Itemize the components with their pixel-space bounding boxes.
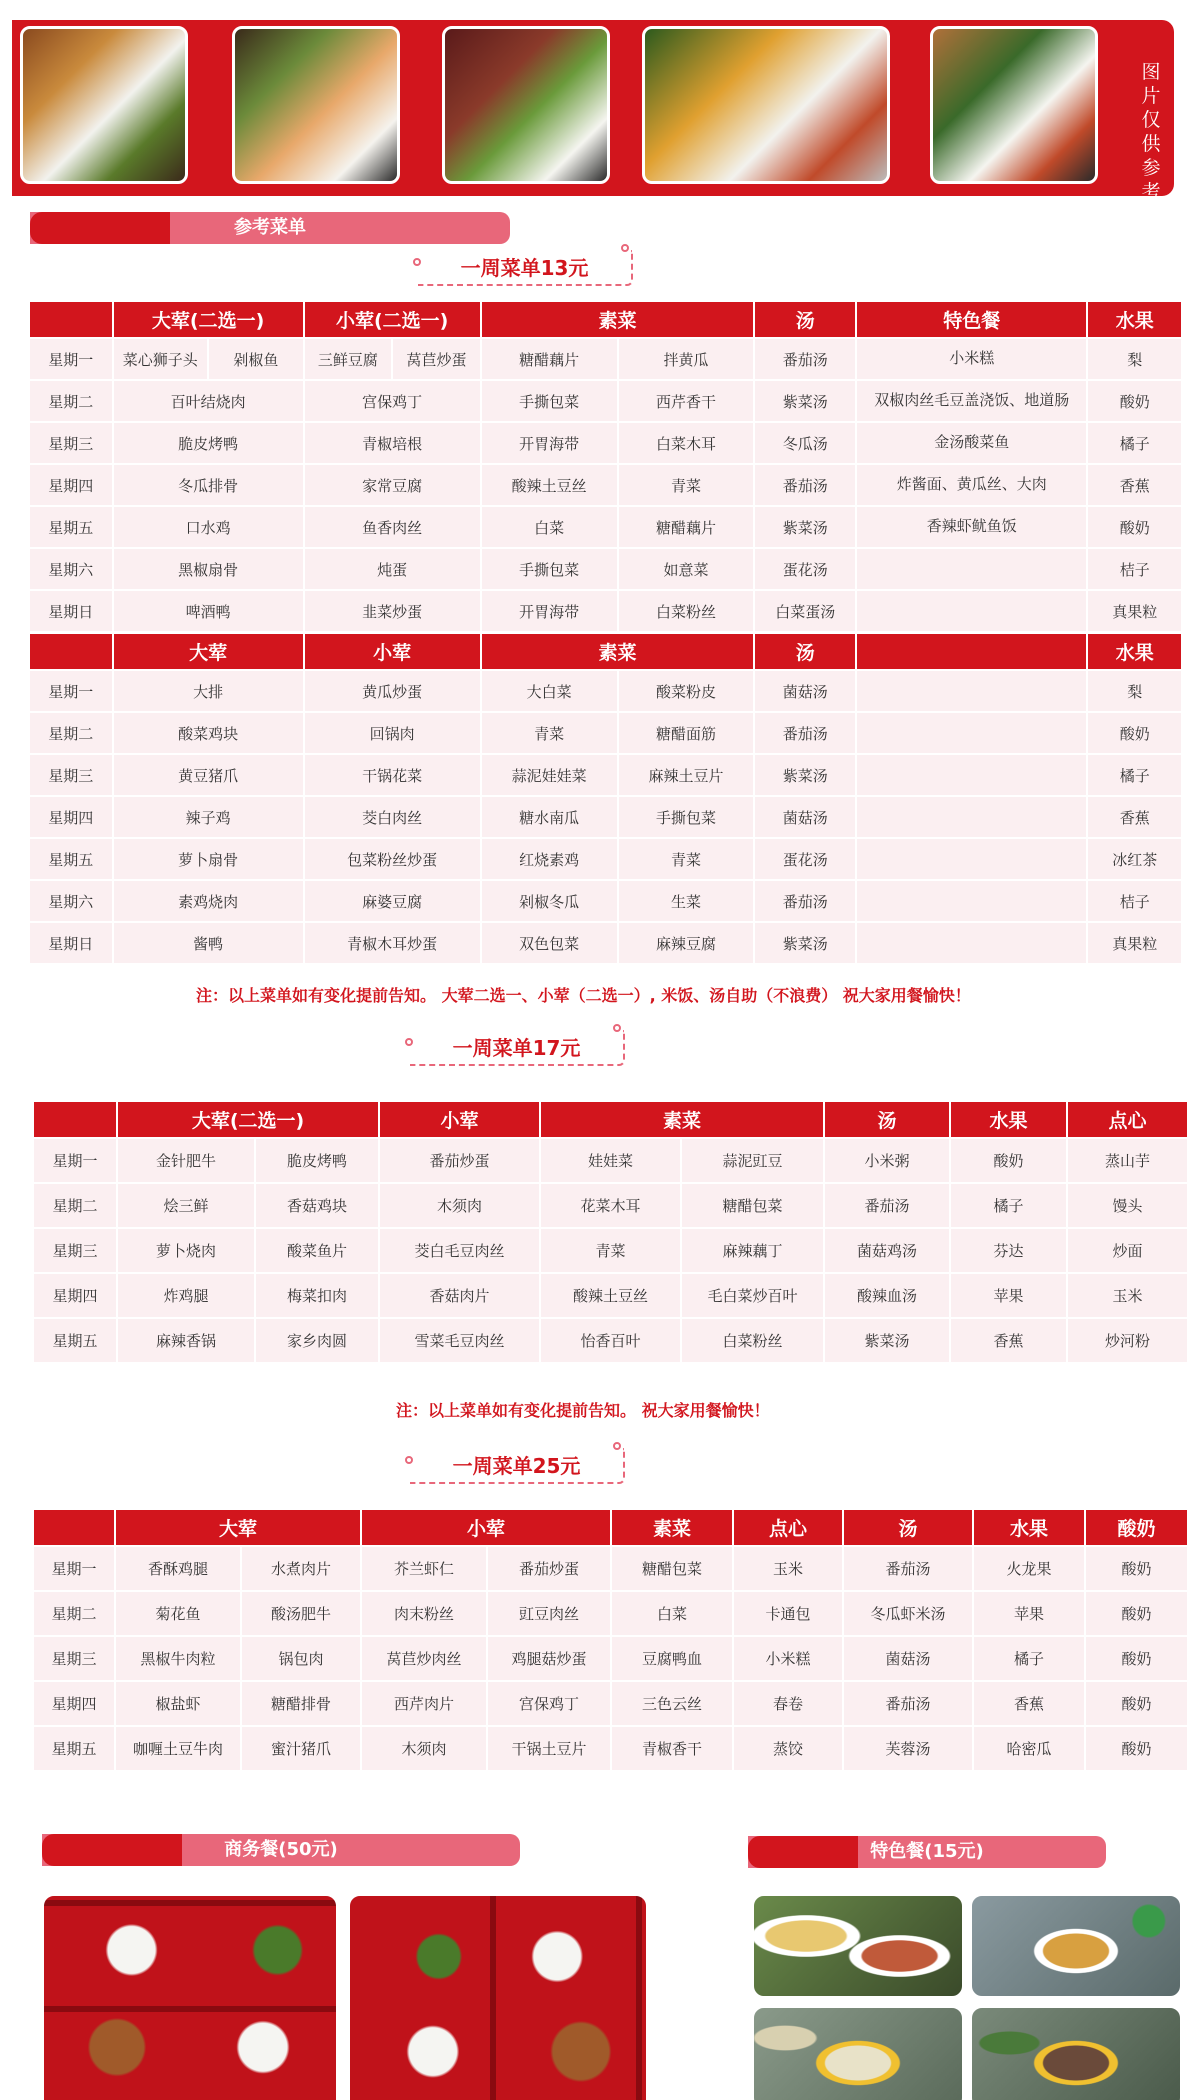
day-cell: 星期四 [29, 796, 113, 838]
business-meal-bar [42, 1834, 520, 1866]
table-row [29, 712, 1182, 754]
small-meat-cell: 茭白肉丝 [304, 796, 481, 838]
small-meat-cell: 西芹肉片 [361, 1681, 487, 1726]
menu17-badge [410, 1030, 625, 1066]
snack-cell: 春卷 [733, 1681, 843, 1726]
vegetable-cell: 酸菜粉皮 [618, 670, 755, 712]
soup-cell: 菌菇汤 [754, 796, 856, 838]
small-meat-cell: 干锅花菜 [304, 754, 481, 796]
menu13-lunch-header [29, 301, 1182, 338]
big-meat-cell: 黑椒牛肉粒 [115, 1636, 241, 1681]
soup-cell: 紫菜汤 [754, 506, 856, 548]
fruit-cell: 酸奶 [950, 1138, 1067, 1183]
menu13-badge [418, 250, 633, 286]
day-cell: 星期五 [29, 506, 113, 548]
vegetable-cell: 青菜 [540, 1228, 681, 1273]
vegetable-cell: 麻辣豆腐 [618, 922, 755, 964]
yogurt-cell: 酸奶 [1085, 1726, 1188, 1771]
table-row [29, 796, 1182, 838]
menu13-dinner-table [28, 632, 1183, 965]
menu25-header [33, 1509, 1188, 1546]
fruit-cell: 火龙果 [973, 1546, 1085, 1591]
big-meat-cell: 咖喱土豆牛肉 [115, 1726, 241, 1771]
day-cell: 星期四 [33, 1681, 115, 1726]
soup-cell: 小米粥 [824, 1138, 950, 1183]
soup-cell: 紫菜汤 [754, 380, 856, 422]
table-row [29, 380, 1182, 422]
vegetable-cell: 青菜 [618, 838, 755, 880]
fruit-cell: 酸奶 [1087, 380, 1182, 422]
small-meat-cell: 宫保鸡丁 [304, 380, 481, 422]
table-row [33, 1273, 1188, 1318]
table-row [33, 1681, 1188, 1726]
business-meal-photo-2 [348, 1894, 648, 2100]
header-fruit: 水果 [1087, 301, 1182, 338]
day-cell: 星期四 [29, 464, 113, 506]
big-meat-cell: 菊花鱼 [115, 1591, 241, 1636]
vegetable-cell: 毛白菜炒百叶 [681, 1273, 824, 1318]
fruit-cell: 苹果 [950, 1273, 1067, 1318]
big-meat-cell: 萝卜扇骨 [113, 838, 304, 880]
big-meat-cell: 糖醋排骨 [241, 1681, 361, 1726]
soup-cell: 番茄汤 [843, 1681, 973, 1726]
header-small-meat: 小荤 [379, 1101, 540, 1138]
snack-cell: 蒸山芋 [1067, 1138, 1188, 1183]
big-meat-cell: 大排 [113, 670, 304, 712]
vegetable-cell: 三色云丝 [611, 1681, 733, 1726]
header-small-meat: 小荤(二选一) [304, 301, 481, 338]
soup-cell: 紫菜汤 [754, 922, 856, 964]
vegetable-cell: 拌黄瓜 [618, 338, 755, 380]
vegetable-cell: 开胃海带 [481, 590, 618, 632]
special-cell: 香辣虾鱿鱼饭 [856, 506, 1087, 548]
snack-cell: 玉米 [733, 1546, 843, 1591]
snack-cell: 小米糕 [733, 1636, 843, 1681]
small-meat-cell: 豇豆肉丝 [487, 1591, 611, 1636]
day-cell: 星期二 [29, 380, 113, 422]
header-special: 特色餐 [856, 301, 1087, 338]
big-meat-cell: 冬瓜排骨 [113, 464, 304, 506]
big-meat-cell: 麻辣香锅 [117, 1318, 255, 1363]
menu13-note: 注：以上菜单如有变化提前告知。 大荤二选一、小荤（二选一）, 米饭、汤自助（不浪费） 祝大家用餐愉快！ [196, 986, 971, 1005]
special-meal-photo-4 [970, 2006, 1182, 2100]
big-meat-cell: 烩三鲜 [117, 1183, 255, 1228]
header-snack: 点心 [733, 1509, 843, 1546]
small-meat-cell: 茭白毛豆肉丝 [379, 1228, 540, 1273]
table-row [33, 1591, 1188, 1636]
bento-photo-3 [442, 26, 610, 184]
table-row [33, 1726, 1188, 1771]
vegetable-cell: 白菜 [611, 1591, 733, 1636]
header-vegetable: 素菜 [611, 1509, 733, 1546]
soup-cell: 番茄汤 [843, 1546, 973, 1591]
table-row [33, 1546, 1188, 1591]
vegetable-cell: 剁椒冬瓜 [481, 880, 618, 922]
snack-cell: 馒头 [1067, 1183, 1188, 1228]
special-meal-photo-3 [752, 2006, 964, 2100]
big-meat-cell: 素鸡烧肉 [113, 880, 304, 922]
small-meat-cell: 莴苣炒肉丝 [361, 1636, 487, 1681]
big-meat-cell: 剁椒鱼 [208, 338, 304, 380]
small-meat-cell: 肉末粉丝 [361, 1591, 487, 1636]
small-meat-cell: 三鲜豆腐 [304, 338, 393, 380]
photo-banner [12, 20, 1174, 203]
special-cell: 小米糕 [856, 338, 1087, 380]
big-meat-cell: 脆皮烤鸭 [113, 422, 304, 464]
vegetable-cell: 青菜 [481, 712, 618, 754]
header-vegetable: 素菜 [481, 633, 755, 670]
menu17-header [33, 1101, 1188, 1138]
vegetable-cell: 青椒香干 [611, 1726, 733, 1771]
fruit-cell: 梨 [1087, 338, 1182, 380]
fruit-cell: 香蕉 [950, 1318, 1067, 1363]
big-meat-cell: 黄豆猪爪 [113, 754, 304, 796]
vegetable-cell: 麻辣藕丁 [681, 1228, 824, 1273]
day-cell: 星期三 [33, 1228, 117, 1273]
table-row [29, 880, 1182, 922]
special-cell: 炸酱面、黄瓜丝、大肉 [856, 464, 1087, 506]
header-fruit: 水果 [973, 1509, 1085, 1546]
vegetable-cell: 蒜泥娃娃菜 [481, 754, 618, 796]
fruit-cell: 香蕉 [973, 1681, 1085, 1726]
soup-cell: 番茄汤 [754, 712, 856, 754]
table-row [29, 754, 1182, 796]
day-cell: 星期六 [29, 548, 113, 590]
fruit-cell: 橘子 [1087, 754, 1182, 796]
vegetable-cell: 青菜 [618, 464, 755, 506]
soup-cell: 芙蓉汤 [843, 1726, 973, 1771]
table-row [33, 1183, 1188, 1228]
day-cell: 星期一 [29, 338, 113, 380]
table-row [33, 1318, 1188, 1363]
day-cell: 星期五 [29, 838, 113, 880]
day-cell: 星期二 [33, 1591, 115, 1636]
yogurt-cell: 酸奶 [1085, 1591, 1188, 1636]
small-meat-cell: 干锅土豆片 [487, 1726, 611, 1771]
vegetable-cell: 花菜木耳 [540, 1183, 681, 1228]
vegetable-cell: 糖水南瓜 [481, 796, 618, 838]
soup-cell: 冬瓜汤 [754, 422, 856, 464]
fruit-cell: 橘子 [1087, 422, 1182, 464]
header-soup: 汤 [754, 633, 856, 670]
snack-cell: 蒸饺 [733, 1726, 843, 1771]
soup-cell: 番茄汤 [754, 880, 856, 922]
big-meat-cell: 金针肥牛 [117, 1138, 255, 1183]
header-day [33, 1509, 115, 1546]
fruit-cell: 芬达 [950, 1228, 1067, 1273]
header-day [33, 1101, 117, 1138]
fruit-cell: 酸奶 [1087, 712, 1182, 754]
soup-cell: 白菜蛋汤 [754, 590, 856, 632]
day-cell: 星期四 [33, 1273, 117, 1318]
vegetable-cell: 麻辣土豆片 [618, 754, 755, 796]
snack-cell: 玉米 [1067, 1273, 1188, 1318]
vegetable-cell: 大白菜 [481, 670, 618, 712]
soup-cell: 菌菇鸡汤 [824, 1228, 950, 1273]
small-meat-cell: 麻婆豆腐 [304, 880, 481, 922]
big-meat-cell: 辣子鸡 [113, 796, 304, 838]
day-cell: 星期三 [29, 422, 113, 464]
vegetable-cell: 白菜木耳 [618, 422, 755, 464]
table-row [29, 922, 1182, 964]
soup-cell: 紫菜汤 [754, 754, 856, 796]
header-day [29, 633, 113, 670]
header-big-meat: 大荤 [113, 633, 304, 670]
header-small-meat: 小荤 [304, 633, 481, 670]
big-meat-cell: 菜心狮子头 [113, 338, 209, 380]
big-meat-cell: 脆皮烤鸭 [255, 1138, 379, 1183]
header-big-meat: 大荤 [115, 1509, 361, 1546]
header-snack: 点心 [1067, 1101, 1188, 1138]
big-meat-cell: 香菇鸡块 [255, 1183, 379, 1228]
small-meat-cell: 宫保鸡丁 [487, 1681, 611, 1726]
fruit-cell: 哈密瓜 [973, 1726, 1085, 1771]
vegetable-cell: 白菜粉丝 [681, 1318, 824, 1363]
soup-cell: 菌菇汤 [843, 1636, 973, 1681]
vegetable-cell: 酸辣土豆丝 [540, 1273, 681, 1318]
small-meat-cell: 鸡腿菇炒蛋 [487, 1636, 611, 1681]
header-big-meat: 大荤(二选一) [113, 301, 304, 338]
menu25-title: 一周菜单25元 [452, 1454, 581, 1478]
big-meat-cell: 酱鸭 [113, 922, 304, 964]
day-cell: 星期三 [33, 1636, 115, 1681]
soup-cell: 酸辣血汤 [824, 1273, 950, 1318]
header-day [29, 301, 113, 338]
section-heading-bar [30, 212, 510, 244]
small-meat-cell: 雪菜毛豆肉丝 [379, 1318, 540, 1363]
fruit-cell: 桔子 [1087, 880, 1182, 922]
table-row [29, 338, 1182, 380]
big-meat-cell: 椒盐虾 [115, 1681, 241, 1726]
snack-cell: 炒面 [1067, 1228, 1188, 1273]
fruit-cell: 梨 [1087, 670, 1182, 712]
vegetable-cell: 红烧素鸡 [481, 838, 618, 880]
small-meat-cell: 芥兰虾仁 [361, 1546, 487, 1591]
soup-cell: 番茄汤 [824, 1183, 950, 1228]
header-soup: 汤 [824, 1101, 950, 1138]
vegetable-cell: 糖醋包菜 [681, 1183, 824, 1228]
special-meal-bar [748, 1836, 1106, 1868]
business-meal-title: 商务餐(50元) [224, 1839, 338, 1860]
table-row [29, 464, 1182, 506]
day-cell: 星期三 [29, 754, 113, 796]
table-row [29, 670, 1182, 712]
header-fruit: 水果 [950, 1101, 1067, 1138]
vegetable-cell: 糖醋包菜 [611, 1546, 733, 1591]
small-meat-cell: 回锅肉 [304, 712, 481, 754]
big-meat-cell: 黑椒扇骨 [113, 548, 304, 590]
special-cell: 金汤酸菜鱼 [856, 422, 1087, 464]
big-meat-cell: 酸汤肥牛 [241, 1591, 361, 1636]
vegetable-cell: 手撕包菜 [618, 796, 755, 838]
special-cell [856, 590, 1087, 632]
fruit-cell: 香蕉 [1087, 464, 1182, 506]
small-meat-cell: 番茄炒蛋 [487, 1546, 611, 1591]
bento-photo-5 [930, 26, 1098, 184]
soup-cell: 蛋花汤 [754, 838, 856, 880]
big-meat-cell: 蜜汁猪爪 [241, 1726, 361, 1771]
fruit-cell: 真果粒 [1087, 922, 1182, 964]
bento-photo-2 [232, 26, 400, 184]
big-meat-cell: 梅菜扣肉 [255, 1273, 379, 1318]
menu13-dinner-header [29, 633, 1182, 670]
vegetable-cell: 怡香百叶 [540, 1318, 681, 1363]
small-meat-cell: 莴苣炒蛋 [392, 338, 481, 380]
table-row [29, 506, 1182, 548]
reference-only-text: 图片仅供参考 [1141, 61, 1161, 203]
menu25-table [32, 1508, 1189, 1772]
soup-cell: 蛋花汤 [754, 548, 856, 590]
vegetable-cell: 糖醋面筋 [618, 712, 755, 754]
big-meat-cell: 萝卜烧肉 [117, 1228, 255, 1273]
special-cell [856, 548, 1087, 590]
day-cell: 星期六 [29, 880, 113, 922]
vegetable-cell: 酸辣土豆丝 [481, 464, 618, 506]
big-meat-cell: 百叶结烧肉 [113, 380, 304, 422]
big-meat-cell: 酸菜鸡块 [113, 712, 304, 754]
fruit-cell: 香蕉 [1087, 796, 1182, 838]
vegetable-cell: 白菜 [481, 506, 618, 548]
big-meat-cell: 家乡肉圆 [255, 1318, 379, 1363]
big-meat-cell: 口水鸡 [113, 506, 304, 548]
blank-cell [856, 838, 1087, 880]
header-soup: 汤 [754, 301, 856, 338]
big-meat-cell: 啤酒鸭 [113, 590, 304, 632]
special-meal-photo-1 [752, 1894, 964, 1998]
fruit-cell: 冰红茶 [1087, 838, 1182, 880]
small-meat-cell: 香菇肉片 [379, 1273, 540, 1318]
header-small-meat: 小荤 [361, 1509, 611, 1546]
small-meat-cell: 番茄炒蛋 [379, 1138, 540, 1183]
day-cell: 星期五 [33, 1318, 117, 1363]
vegetable-cell: 手撕包菜 [481, 380, 618, 422]
special-meal-title: 特色餐(15元) [870, 1841, 984, 1862]
small-meat-cell: 韭菜炒蛋 [304, 590, 481, 632]
blank-cell [856, 796, 1087, 838]
small-meat-cell: 木须肉 [379, 1183, 540, 1228]
bento-photo-1 [20, 26, 188, 184]
day-cell: 星期日 [29, 922, 113, 964]
small-meat-cell: 木须肉 [361, 1726, 487, 1771]
day-cell: 星期一 [29, 670, 113, 712]
fruit-cell: 苹果 [973, 1591, 1085, 1636]
table-row [33, 1228, 1188, 1273]
small-meat-cell: 青椒木耳炒蛋 [304, 922, 481, 964]
special-meal-photo-2 [970, 1894, 1182, 1998]
header-vegetable: 素菜 [540, 1101, 824, 1138]
fruit-cell: 真果粒 [1087, 590, 1182, 632]
day-cell: 星期日 [29, 590, 113, 632]
fruit-cell: 酸奶 [1087, 506, 1182, 548]
header-soup: 汤 [843, 1509, 973, 1546]
blank-cell [856, 922, 1087, 964]
table-row [33, 1138, 1188, 1183]
big-meat-cell: 香酥鸡腿 [115, 1546, 241, 1591]
special-cell: 双椒肉丝毛豆盖浇饭、地道肠 [856, 380, 1087, 422]
snack-cell: 炒河粉 [1067, 1318, 1188, 1363]
day-cell: 星期一 [33, 1138, 117, 1183]
blank-cell [856, 670, 1087, 712]
yogurt-cell: 酸奶 [1085, 1636, 1188, 1681]
day-cell: 星期二 [33, 1183, 117, 1228]
vegetable-cell: 白菜粉丝 [618, 590, 755, 632]
vegetable-cell: 生菜 [618, 880, 755, 922]
blank-cell [856, 880, 1087, 922]
day-cell: 星期二 [29, 712, 113, 754]
header-vegetable: 素菜 [481, 301, 755, 338]
soup-cell: 番茄汤 [754, 338, 856, 380]
table-row [29, 548, 1182, 590]
big-meat-cell: 炸鸡腿 [117, 1273, 255, 1318]
table-row [29, 838, 1182, 880]
yogurt-cell: 酸奶 [1085, 1546, 1188, 1591]
menu17-note: 注：以上菜单如有变化提前告知。 祝大家用餐愉快！ [396, 1401, 770, 1420]
blank-cell [856, 754, 1087, 796]
vegetable-cell: 西芹香干 [618, 380, 755, 422]
big-meat-cell: 水煮肉片 [241, 1546, 361, 1591]
bento-photo-4 [642, 26, 890, 184]
vegetable-cell: 豆腐鸭血 [611, 1636, 733, 1681]
vegetable-cell: 如意菜 [618, 548, 755, 590]
yogurt-cell: 酸奶 [1085, 1681, 1188, 1726]
small-meat-cell: 包菜粉丝炒蛋 [304, 838, 481, 880]
header-fruit: 水果 [1087, 633, 1182, 670]
small-meat-cell: 鱼香肉丝 [304, 506, 481, 548]
small-meat-cell: 黄瓜炒蛋 [304, 670, 481, 712]
table-row [33, 1636, 1188, 1681]
vegetable-cell: 双色包菜 [481, 922, 618, 964]
vegetable-cell: 开胃海带 [481, 422, 618, 464]
day-cell: 星期一 [33, 1546, 115, 1591]
day-cell: 星期五 [33, 1726, 115, 1771]
menu25-badge [410, 1448, 625, 1484]
fruit-cell: 橘子 [973, 1636, 1085, 1681]
soup-cell: 菌菇汤 [754, 670, 856, 712]
small-meat-cell: 炖蛋 [304, 548, 481, 590]
menu13-title: 一周菜单13元 [460, 256, 589, 280]
section-title: 参考菜单 [234, 217, 306, 238]
blank-cell [856, 712, 1087, 754]
small-meat-cell: 家常豆腐 [304, 464, 481, 506]
vegetable-cell: 糖醋藕片 [481, 338, 618, 380]
table-row [29, 590, 1182, 632]
vegetable-cell: 蒜泥豇豆 [681, 1138, 824, 1183]
soup-cell: 紫菜汤 [824, 1318, 950, 1363]
fruit-cell: 桔子 [1087, 548, 1182, 590]
fruit-cell: 橘子 [950, 1183, 1067, 1228]
soup-cell: 冬瓜虾米汤 [843, 1591, 973, 1636]
vegetable-cell: 娃娃菜 [540, 1138, 681, 1183]
small-meat-cell: 青椒培根 [304, 422, 481, 464]
big-meat-cell: 锅包肉 [241, 1636, 361, 1681]
table-row [29, 422, 1182, 464]
big-meat-cell: 酸菜鱼片 [255, 1228, 379, 1273]
snack-cell: 卡通包 [733, 1591, 843, 1636]
business-meal-photo-1 [42, 1894, 338, 2100]
menu17-table [32, 1100, 1189, 1364]
header-yogurt: 酸奶 [1085, 1509, 1188, 1546]
header-blank [856, 633, 1087, 670]
menu13-lunch-table [28, 300, 1183, 633]
soup-cell: 番茄汤 [754, 464, 856, 506]
vegetable-cell: 手撕包菜 [481, 548, 618, 590]
header-big-meat: 大荤(二选一) [117, 1101, 379, 1138]
menu17-title: 一周菜单17元 [452, 1036, 581, 1060]
vegetable-cell: 糖醋藕片 [618, 506, 755, 548]
